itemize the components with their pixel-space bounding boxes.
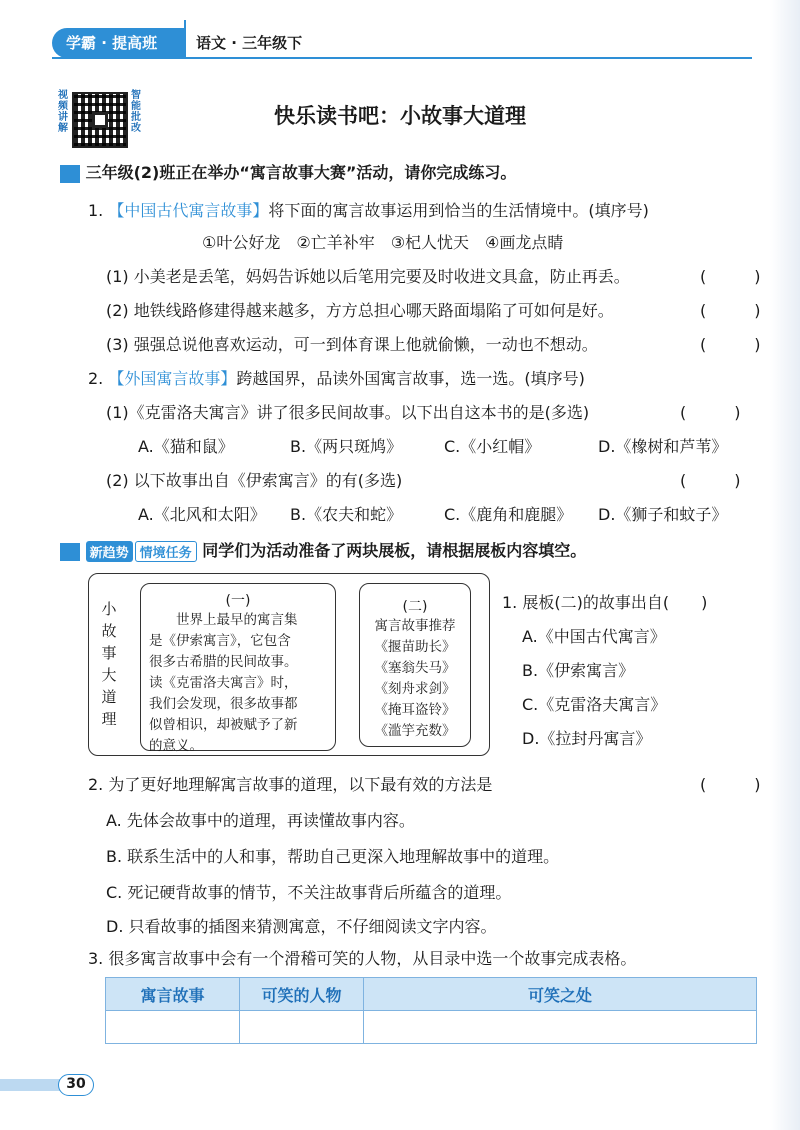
s1-q2-sub2-opt-b: B.《农夫和蛇》 — [290, 505, 403, 524]
s2-q1-opt-a: A.《中国古代寓言》 — [522, 627, 666, 646]
qr-left-caption: 视频讲解 — [58, 90, 68, 134]
answer-blank-1[interactable]: ( ) — [700, 267, 761, 286]
page-number: 30 — [58, 1074, 94, 1096]
s1-q2-prompt-text: 跨越国界，品读外国寓言故事，选一选。(填序号) — [236, 369, 585, 388]
s1-q1-item-3: (3) 强强总说他喜欢运动，可一到体育课上他就偷懒，一动也不想动。 — [106, 335, 598, 354]
s2-q2-opt-d: D. 只看故事的插图来猜测寓意，不仔细阅读文字内容。 — [106, 917, 497, 936]
table-cell-funny[interactable] — [364, 1011, 757, 1044]
s1-q2-sub1-opt-b: B.《两只斑鸠》 — [290, 437, 403, 456]
answer-blank-6[interactable]: ( ) — [700, 775, 761, 794]
s2-q2-prompt: 2. 为了更好地理解寓言故事的道理，以下最有效的方法是 — [88, 775, 493, 794]
page-edge-shade — [770, 0, 800, 1130]
s2-q1-prompt: 1. 展板(二)的故事出自( ) — [502, 593, 708, 612]
s1-q1-tag: 【中国古代寓言故事】 — [108, 201, 269, 220]
table-header-story: 寓言故事 — [106, 978, 240, 1011]
section2-heading — [60, 538, 586, 562]
scenario-tag: 情境任务 — [135, 541, 197, 562]
subject-label: 语文 · 三年级下 — [196, 34, 303, 52]
section-two-marker — [60, 543, 80, 561]
table-header-funny: 可笑之处 — [364, 978, 757, 1011]
s1-q2-sub1-opt-d: D.《橡树和芦苇》 — [598, 437, 728, 456]
header-rule — [52, 57, 752, 59]
s2-q3-prompt: 3. 很多寓言故事中会有一个滑稽可笑的人物，从目录中选一个故事完成表格。 — [88, 949, 637, 968]
page-title: 快乐读书吧：小故事大道理 — [274, 104, 526, 128]
table-header-character: 可笑的人物 — [240, 978, 364, 1011]
s1-q1-item-1: (1) 小美老是丢笔，妈妈告诉她以后笔用完要及时收进文具盒，防止再丢。 — [106, 267, 630, 286]
section-one-marker — [60, 165, 80, 183]
s1-q2-tag: 【外国寓言故事】 — [108, 369, 237, 388]
s1-q2-sub2-opt-c: C.《鹿角和鹿腿》 — [444, 505, 573, 524]
table-cell-story[interactable] — [106, 1011, 240, 1044]
s2-q1-opt-d: D.《拉封丹寓言》 — [522, 729, 652, 748]
board-one: (一) 世界上最早的寓言集 是《伊索寓言》，它包含 很多古希腊的民间故事。 读《克雷洛夫寓言》时， 我们会发现，很多故事都 似曾相识，却被赋予了新 的意义。 — [140, 583, 336, 751]
section1-heading-text: 三年级(2)班正在举办“寓言故事大赛”活动，请你完成练习。 — [85, 163, 517, 182]
s1-q2-sub1-opt-a: A.《猫和鼠》 — [138, 437, 234, 456]
section2-heading-text: 同学们为活动准备了两块展板，请根据展板内容填空。 — [202, 541, 587, 560]
s1-q2-prompt: 2. 【外国寓言故事】跨越国界，品读外国寓言故事，选一选。(填序号) — [88, 369, 585, 388]
brand-label: 学霸 · 提高班 — [52, 28, 186, 58]
answer-blank-4[interactable]: ( ) — [680, 403, 741, 422]
answer-blank-5[interactable]: ( ) — [680, 471, 741, 490]
s2-q2-opt-a: A. 先体会故事中的道理，再读懂故事内容。 — [106, 811, 415, 830]
board-side-title: 小 故 事 大 道 理 — [101, 600, 117, 728]
table-cell-character[interactable] — [240, 1011, 364, 1044]
s1-q2-sub1: (1)《克雷洛夫寓言》讲了很多民间故事。以下出自这本书的是(多选) — [106, 403, 590, 422]
s2-q2-opt-b: B. 联系生活中的人和事，帮助自己更深入地理解故事中的道理。 — [106, 847, 560, 866]
s1-q1-item-2: (2) 地铁线路修建得越来越多，方方总担心哪天路面塌陷了可如何是好。 — [106, 301, 614, 320]
header-divider — [184, 20, 186, 58]
s1-q2-sub1-opt-c: C.《小红帽》 — [444, 437, 541, 456]
s2-q1-opt-b: B.《伊索寓言》 — [522, 661, 635, 680]
s1-q2-sub2: (2) 以下故事出自《伊索寓言》的有(多选) — [106, 471, 403, 490]
story-table — [105, 977, 757, 1044]
s1-q1-options: ①叶公好龙 ②亡羊补牢 ③杞人忧天 ④画龙点睛 — [202, 233, 564, 252]
s2-q1-opt-c: C.《克雷洛夫寓言》 — [522, 695, 667, 714]
s1-q2-sub2-opt-d: D.《狮子和蚊子》 — [598, 505, 728, 524]
board-one-head: (一) — [225, 593, 251, 609]
s2-q2-opt-c: C. 死记硬背故事的情节，不关注故事背后所蕴含的道理。 — [106, 883, 512, 902]
board-two-head: (二) — [402, 599, 428, 615]
answer-blank-3[interactable]: ( ) — [700, 335, 761, 354]
qr-right-caption: 智能批改 — [131, 90, 141, 134]
board-two: (二) 寓言故事推荐 《揠苗助长》 《塞翁失马》 《刻舟求剑》 《掩耳盗铃》 《滥竽充数》 — [359, 583, 471, 747]
s1-q1-prompt: 1. 【中国古代寓言故事】将下面的寓言故事运用到恰当的生活情境中。(填序号) — [88, 201, 649, 220]
s1-q1-prompt-text: 将下面的寓言故事运用到恰当的生活情境中。(填序号) — [268, 201, 649, 220]
s1-q2-sub2-opt-a: A.《北风和太阳》 — [138, 505, 266, 524]
answer-blank-2[interactable]: ( ) — [700, 301, 761, 320]
trend-tag: 新趋势 — [86, 541, 133, 562]
section1-heading — [60, 160, 516, 183]
